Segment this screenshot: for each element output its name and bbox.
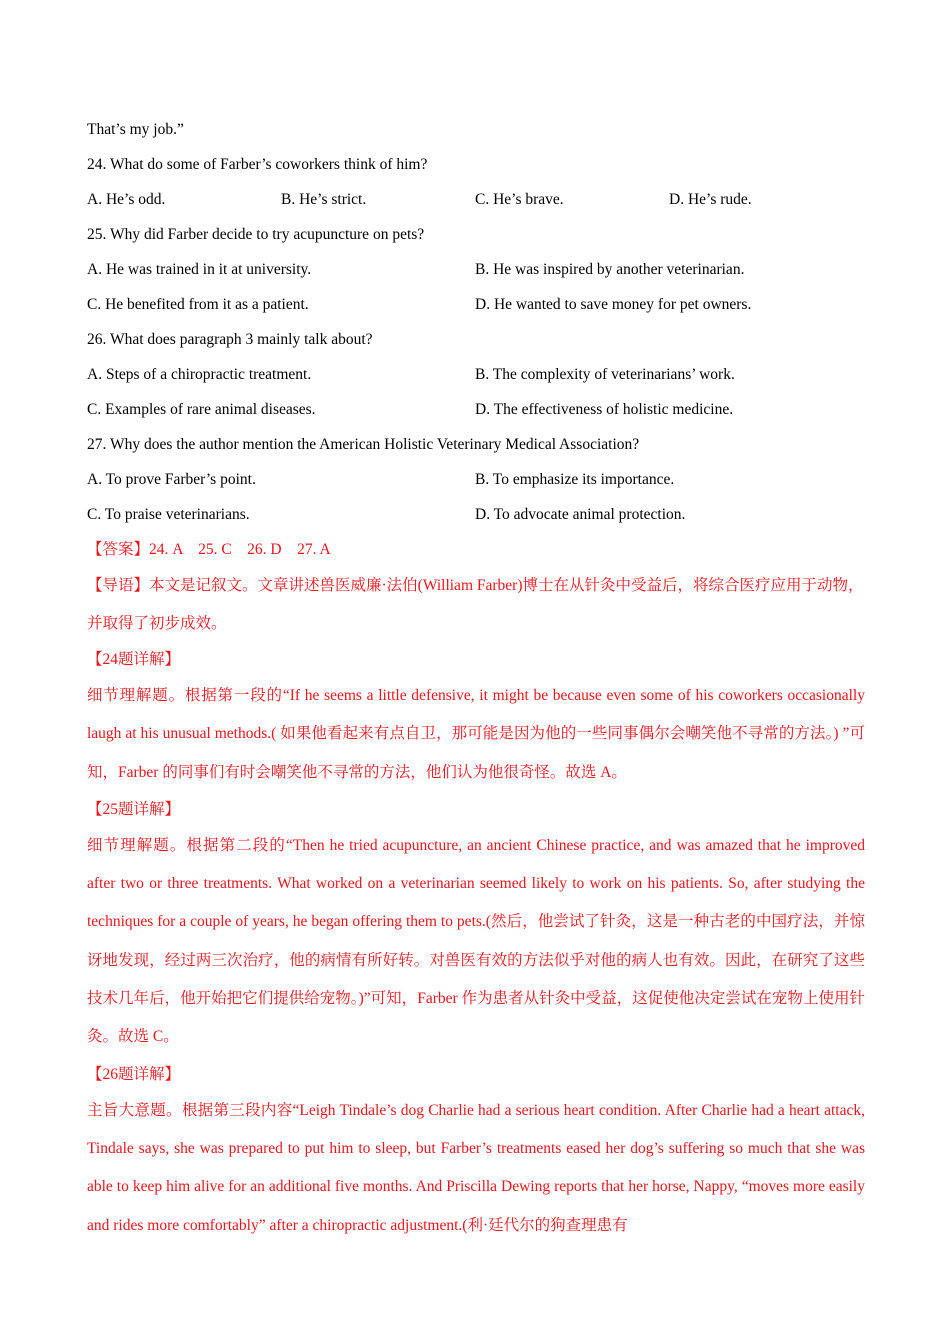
option-b: B. The complexity of veterinarians’ work. (475, 366, 735, 383)
explanation-25-heading: 【25题详解】 (87, 800, 181, 818)
option-d: D. To advocate animal protection. (475, 506, 686, 523)
question-25-stem: 25. Why did Farber decide to try acupuncture on pets? (87, 226, 425, 243)
intro-line: That’s my job.” (87, 121, 184, 138)
question-25-options-row2 (87, 287, 867, 322)
question-25-options-row1 (87, 252, 867, 287)
explanation-24-text: 细节理解题。根据第一段的“If he seems a little defensive, it might be because even some of his coworkers occasionally laugh at his unusual methods.( 如果他看起来有点自卫，那可能是因为他的一些同事偶尔会嘲笑他不寻常的方法。) ”可知，Farber 的同事们有时会嘲笑他不寻常的方法，他们认为他很奇怪。故选 A。 (87, 687, 865, 781)
option-d: D. He’s rude. (669, 191, 752, 208)
question-26-options-row2 (87, 392, 867, 427)
option-b: B. He’s strict. (281, 191, 367, 208)
question-26-stem: 26. What does paragraph 3 mainly talk about? (87, 331, 373, 348)
option-a: A. He was trained in it at university. (87, 261, 312, 278)
option-c: C. To praise veterinarians. (87, 506, 250, 523)
option-b: B. He was inspired by another veterinarian. (475, 261, 745, 278)
option-a: A. He’s odd. (87, 191, 166, 208)
option-c: C. He benefited from it as a patient. (87, 296, 309, 313)
option-c: C. He’s brave. (475, 191, 564, 208)
guide-paragraph: 【导语】本文是记叙文。文章讲述兽医威廉·法伯(William Farber)博士在从针灸中受益后，将综合医疗应用于动物，并取得了初步成效。 (87, 577, 864, 632)
option-d: D. The effectiveness of holistic medicine. (475, 401, 734, 418)
document-page (87, 112, 867, 1245)
option-a: A. To prove Farber’s point. (87, 471, 256, 488)
explanation-26-text: 主旨大意题。根据第三段内容“Leigh Tindale’s dog Charlie had a serious heart condition. After Charlie had a heart attack, Tindale says, she was prepared to put him to sleep, but Farber’s treatments eased her dog’s suffering so much that she was able to keep him alive for an additional five months. And Priscilla Dewing reports that her horse, Nappy, “moves more easily and rides more comfortably” after a chiropractic adjustment.(利·廷代尔的狗查理患有 (87, 1101, 865, 1234)
question-26-options-row1 (87, 357, 867, 392)
explanation-26-heading: 【26题详解】 (87, 1065, 181, 1083)
option-b: B. To emphasize its importance. (475, 471, 675, 488)
option-c: C. Examples of rare animal diseases. (87, 401, 316, 418)
question-24-stem: 24. What do some of Farber’s coworkers think of him? (87, 156, 428, 173)
answer-line: 【答案】24. A 25. C 26. D 27. A (87, 541, 331, 558)
option-a: A. Steps of a chiropractic treatment. (87, 366, 312, 383)
option-d: D. He wanted to save money for pet owners. (475, 296, 752, 313)
question-27-options-row2 (87, 497, 867, 532)
explanation-25-text: 细节理解题。根据第二段的“Then he tried acupuncture, an ancient Chinese practice, and was amazed that he improved after two or three treatments. What worked on a veterinarian seemed likely to work on his patients. So, after studying the techniques for a couple of years, he began offering them to pets.(然后，他尝试了针灸，这是一种古老的中国疗法，并惊讶地发现，经过两三次治疗，他的病情有所好转。对兽医有效的方法似乎对他的病人也有效。因此，在研究了这些技术几年后，他开始把它们提供给宠物。)”可知，Farber 作为患者从针灸中受益，这促使他决定尝试在宠物上使用针灸。故选 C。 (87, 836, 865, 1046)
explanation-24-heading: 【24题详解】 (87, 651, 181, 668)
question-24-options (87, 182, 867, 217)
question-27-stem: 27. Why does the author mention the American Holistic Veterinary Medical Association? (87, 436, 640, 453)
question-27-options-row1 (87, 462, 867, 497)
